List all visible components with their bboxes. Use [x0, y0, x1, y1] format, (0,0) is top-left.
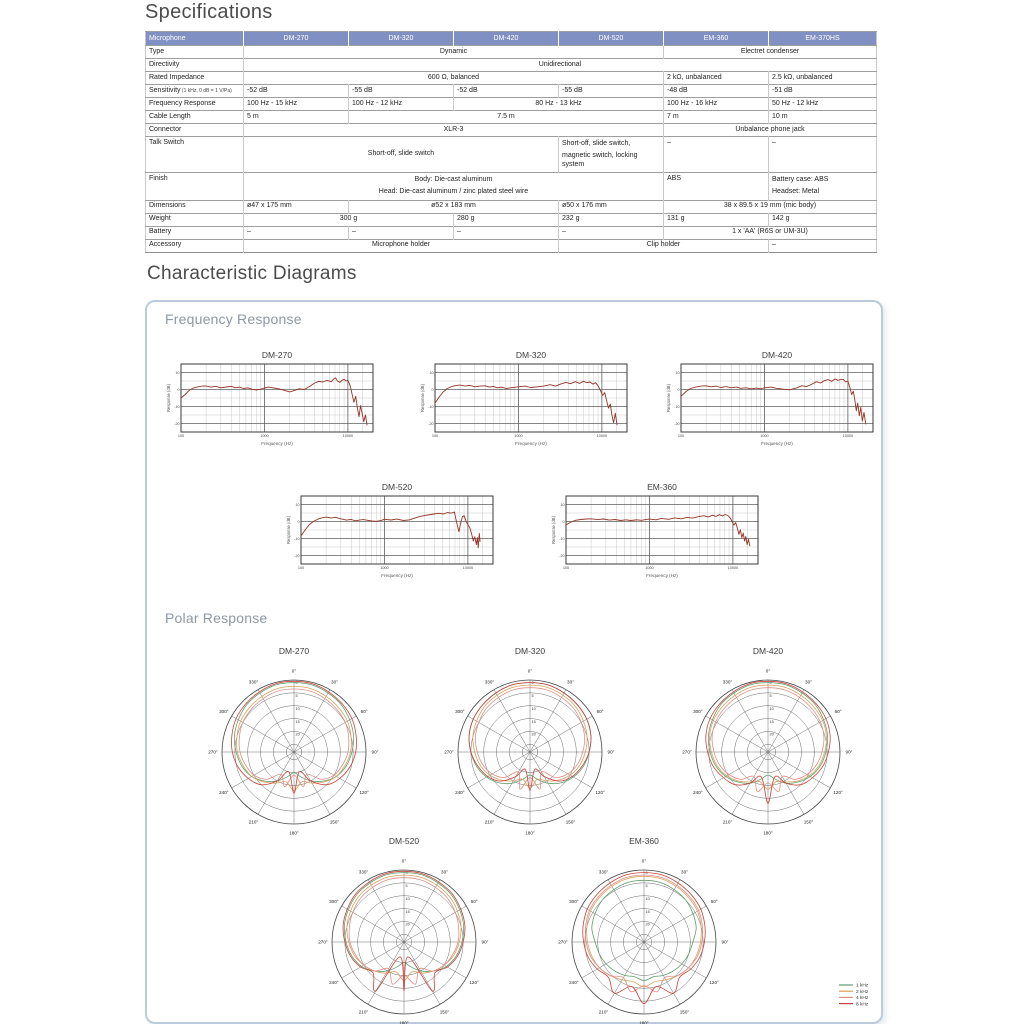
angle-label: 300° [329, 899, 339, 905]
angle-label: 90° [845, 749, 853, 755]
angle-label: 150° [803, 819, 814, 825]
x-tick-label: 1000 [380, 566, 389, 570]
y-tick-label: 0 [431, 387, 434, 392]
x-tick-label: 10000 [842, 434, 854, 438]
y-tick-label: 0 [562, 519, 565, 524]
table-row [146, 226, 877, 239]
row-label: Weight [149, 215, 171, 223]
y-axis-label: Response (dB) [286, 516, 291, 544]
table-row [146, 124, 877, 137]
row-label: Frequency Response [149, 99, 216, 107]
angle-label: 270° [318, 939, 328, 945]
spec-cell: 280 g [454, 213, 559, 226]
row-label: Talk Switch [149, 138, 185, 146]
spec-cell: 600 Ω, balanced [244, 72, 664, 85]
legend-label: 4 kHz [856, 996, 869, 1002]
freq-chart-svg [665, 350, 877, 452]
spec-cell: Short-off, slide switch, magnetic switch, locking system [559, 137, 664, 173]
angle-label: 300° [693, 709, 703, 715]
polar-chart-title: DM-420 [752, 646, 784, 656]
diagrams-panel [145, 300, 883, 1024]
row-label: Sensitivity (1 kHz, 0 dB = 1 V/Pa) [149, 86, 232, 94]
y-tick-label: 0 [677, 387, 680, 392]
chart-legend [837, 980, 897, 1012]
x-axis-label: Frequency (Hz) [515, 441, 547, 446]
table-row [146, 59, 877, 72]
y-axis-label: Response (dB) [551, 516, 556, 544]
spec-cell: -51 dB [769, 85, 877, 98]
column-header: DM-270 [244, 32, 349, 46]
radial-tick-label: 20 [769, 732, 774, 737]
radial-tick-label: 15 [769, 719, 774, 724]
freq-chart-title: EM-360 [647, 482, 677, 492]
radial-tick-label: 20 [531, 732, 536, 737]
column-header: DM-320 [349, 32, 454, 46]
angle-label: 180° [289, 830, 299, 836]
table-row [146, 111, 877, 124]
angle-label: 90° [481, 939, 489, 945]
radial-tick-label: 5 [645, 884, 648, 889]
spec-cell: ø47 x 175 mm [244, 200, 349, 213]
spec-cell: Microphone holder [244, 239, 559, 252]
radial-tick-label: 5 [295, 694, 298, 699]
polar-chart-title: DM-520 [388, 836, 420, 846]
y-tick-label: -20 [174, 421, 180, 426]
x-tick-label: 10000 [342, 434, 354, 438]
y-tick-label: -20 [294, 553, 300, 558]
angle-label: 330° [358, 869, 369, 875]
x-tick-label: 10000 [727, 566, 739, 570]
angle-label: 300° [219, 709, 229, 715]
angle-label: 30° [805, 679, 812, 685]
spec-cell: -48 dB [664, 85, 769, 98]
angle-label: 30° [681, 869, 688, 875]
spec-cell: Short-off, slide switch [244, 137, 559, 173]
spec-cell: – [664, 137, 769, 173]
y-axis-label: Response (dB) [420, 384, 425, 412]
angle-label: 90° [607, 749, 615, 755]
polar-chart-dm-420 [668, 642, 868, 842]
spec-cell: 2.5 kΩ, unbalanced [769, 72, 877, 85]
y-tick-label: 10 [175, 370, 180, 375]
freq-chart-svg [285, 482, 497, 584]
angle-label: 120° [833, 790, 843, 796]
table-row [146, 200, 877, 213]
radial-tick-label: 10 [645, 896, 650, 901]
freq-chart-title: DM-270 [261, 350, 293, 360]
angle-label: 180° [399, 1020, 409, 1024]
frequency-response-heading: Frequency Response [165, 311, 302, 327]
angle-label: 330° [248, 679, 259, 685]
radial-tick-label: 5 [769, 694, 772, 699]
angle-label: 120° [595, 790, 605, 796]
response-curve [435, 381, 617, 425]
angle-label: 330° [598, 869, 609, 875]
angle-label: 60° [834, 709, 842, 715]
spec-cell: Battery case: ABS Headset: Metal [769, 173, 877, 201]
polar-chart-svg [194, 642, 394, 842]
angle-label: 240° [455, 790, 465, 796]
angle-label: 300° [455, 709, 465, 715]
table-row [146, 85, 877, 98]
response-curve [181, 378, 367, 425]
table-row [146, 173, 877, 201]
x-tick-label: 100 [562, 566, 570, 570]
x-axis-label: Frequency (Hz) [646, 573, 678, 578]
characteristic-diagrams-title: Characteristic Diagrams [147, 263, 357, 284]
radial-tick-label: 15 [645, 909, 650, 914]
angle-label: 330° [484, 679, 495, 685]
polar-chart-em-360 [544, 832, 744, 1024]
legend-label: 1 kHz [856, 983, 869, 989]
freq-chart-title: DM-420 [761, 350, 793, 360]
freq-chart-dm-320 [419, 350, 631, 452]
spec-cell: 2 kΩ, unbalanced [664, 72, 769, 85]
angle-label: 210° [248, 819, 259, 825]
spec-cell: -52 dB [244, 85, 349, 98]
angle-label: 0° [401, 858, 407, 864]
angle-label: 30° [567, 679, 574, 685]
angle-label: 150° [565, 819, 576, 825]
y-axis-label: Response (dB) [166, 384, 171, 412]
row-label: Battery [149, 228, 172, 236]
angle-label: 210° [598, 1009, 609, 1015]
polar-chart-title: DM-320 [514, 646, 546, 656]
response-curve [566, 515, 750, 547]
angle-label: 0° [527, 668, 533, 674]
y-axis-label: Response (dB) [666, 384, 671, 412]
radial-tick-label: 0 [531, 681, 534, 686]
y-tick-label: -10 [174, 404, 180, 409]
angle-label: 210° [484, 819, 495, 825]
y-tick-label: 0 [297, 519, 300, 524]
radial-tick-label: 20 [405, 922, 410, 927]
spec-cell: -52 dB [454, 85, 559, 98]
x-tick-label: 10000 [596, 434, 608, 438]
x-tick-label: 10000 [462, 566, 474, 570]
spec-cell: 100 Hz - 12 kHz [349, 98, 454, 111]
angle-label: 60° [360, 709, 368, 715]
x-tick-label: 1000 [760, 434, 769, 438]
angle-label: 270° [444, 749, 454, 755]
radial-tick-label: 20 [295, 732, 300, 737]
response-curve [681, 379, 866, 424]
spec-cell: 7 m [664, 111, 769, 124]
spec-cell: – [349, 226, 454, 239]
column-header: EM-360 [664, 32, 769, 46]
row-label: Directivity [149, 60, 180, 68]
spec-table [145, 31, 877, 253]
angle-label: 150° [679, 1009, 690, 1015]
x-axis-label: Frequency (Hz) [761, 441, 793, 446]
radial-tick-label: 10 [295, 706, 300, 711]
angle-label: 90° [371, 749, 379, 755]
radial-tick-label: 5 [405, 884, 408, 889]
spec-cell: 5 m [244, 111, 349, 124]
spec-cell: 38 x 89.5 x 19 mm (mic body) [664, 200, 877, 213]
y-tick-label: -10 [294, 536, 300, 541]
x-tick-label: 1000 [514, 434, 523, 438]
y-tick-label: 0 [177, 387, 180, 392]
spec-cell: -55 dB [349, 85, 454, 98]
x-tick-label: 100 [677, 434, 685, 438]
radial-tick-label: 10 [405, 896, 410, 901]
angle-label: 240° [569, 980, 579, 986]
polar-chart-svg [668, 642, 868, 842]
spec-cell: 1 x 'AA' (R6S or UM-3U) [664, 226, 877, 239]
row-label: Type [149, 47, 165, 55]
radial-tick-label: 15 [295, 719, 300, 724]
spec-cell: 232 g [559, 213, 664, 226]
row-label: Cable Length [149, 112, 191, 120]
x-tick-label: 1000 [260, 434, 269, 438]
radial-tick-label: 5 [531, 694, 534, 699]
spec-cell: – [769, 137, 877, 173]
polar-chart-svg [304, 832, 504, 1024]
table-header-row [146, 32, 877, 46]
radial-tick-label: 15 [531, 719, 536, 724]
spec-cell: Dynamic [244, 46, 664, 59]
angle-label: 0° [765, 668, 771, 674]
freq-chart-dm-270 [165, 350, 377, 452]
freq-chart-svg [419, 350, 631, 452]
angle-label: 60° [596, 709, 604, 715]
angle-label: 0° [641, 858, 647, 864]
angle-label: 30° [441, 869, 448, 875]
angle-label: 180° [639, 1020, 649, 1024]
column-header: DM-520 [559, 32, 664, 46]
freq-chart-dm-420 [665, 350, 877, 452]
table-row [146, 239, 877, 252]
spec-cell: Clip holder [559, 239, 769, 252]
angle-label: 0° [291, 668, 297, 674]
y-tick-label: -10 [559, 536, 565, 541]
spec-cell: 142 g [769, 213, 877, 226]
table-row [146, 46, 877, 59]
spec-cell: 7.5 m [349, 111, 664, 124]
spec-cell: – [454, 226, 559, 239]
x-axis-label: Frequency (Hz) [261, 441, 293, 446]
angle-label: 150° [329, 819, 340, 825]
row-label: Connector [149, 125, 182, 133]
radial-tick-label: 10 [769, 706, 774, 711]
spec-cell: 131 g [664, 213, 769, 226]
angle-label: 60° [470, 899, 478, 905]
radial-tick-label: 0 [295, 681, 298, 686]
table-row [146, 72, 877, 85]
spec-cell: 100 Hz - 15 kHz [244, 98, 349, 111]
y-tick-label: -10 [674, 404, 680, 409]
polar-chart-title: EM-360 [629, 836, 659, 846]
spec-cell: ø52 x 183 mm [349, 200, 559, 213]
angle-label: 330° [722, 679, 733, 685]
spec-cell: ABS [664, 173, 769, 201]
polar-chart-svg [544, 832, 744, 1024]
y-tick-label: -20 [428, 421, 434, 426]
y-tick-label: -20 [559, 553, 565, 558]
radial-tick-label: 15 [405, 909, 410, 914]
angle-label: 300° [569, 899, 579, 905]
angle-label: 90° [721, 939, 729, 945]
angle-label: 60° [710, 899, 718, 905]
row-label: Rated Impedance [149, 73, 205, 81]
spec-cell: 50 Hz - 12 kHz [769, 98, 877, 111]
spec-cell: 300 g [244, 213, 454, 226]
angle-label: 240° [693, 790, 703, 796]
spec-cell: Electret condenser [664, 46, 877, 59]
angle-label: 30° [331, 679, 338, 685]
x-axis-label: Frequency (Hz) [381, 573, 413, 578]
angle-label: 270° [682, 749, 692, 755]
angle-label: 150° [439, 1009, 450, 1015]
radial-tick-label: 0 [645, 871, 648, 876]
legend-label: 8 kHz [856, 1002, 869, 1008]
row-label: Dimensions [149, 202, 186, 210]
spec-cell: ø50 x 176 mm [559, 200, 664, 213]
polar-chart-title: DM-270 [278, 646, 310, 656]
spec-cell: Unbalance phone jack [664, 124, 877, 137]
angle-label: 210° [358, 1009, 369, 1015]
angle-label: 180° [525, 830, 535, 836]
x-tick-label: 100 [431, 434, 439, 438]
y-tick-label: 10 [675, 370, 680, 375]
freq-chart-dm-520 [285, 482, 497, 584]
freq-chart-em-360 [550, 482, 762, 584]
radial-tick-label: 0 [405, 871, 408, 876]
radial-tick-label: 0 [769, 681, 772, 686]
freq-chart-svg [550, 482, 762, 584]
row-label: Accessory [149, 241, 182, 249]
legend-label: 2 kHz [856, 989, 869, 995]
y-tick-label: 10 [295, 502, 300, 507]
x-tick-label: 100 [177, 434, 185, 438]
spec-cell: 100 Hz - 16 kHz [664, 98, 769, 111]
spec-cell: – [769, 239, 877, 252]
legend-svg [837, 980, 897, 1012]
spec-cell: 80 Hz - 13 kHz [454, 98, 664, 111]
radial-tick-label: 20 [645, 922, 650, 927]
column-header: EM-370HS [769, 32, 877, 46]
row-label: Finish [149, 174, 168, 182]
freq-chart-title: DM-320 [515, 350, 547, 360]
polar-response-heading: Polar Response [165, 610, 268, 626]
angle-label: 120° [709, 980, 719, 986]
angle-label: 180° [763, 830, 773, 836]
x-tick-label: 100 [297, 566, 305, 570]
radial-tick-label: 10 [531, 706, 536, 711]
row-label-fine: (1 kHz, 0 dB = 1 V/Pa) [180, 87, 232, 94]
angle-label: 120° [469, 980, 479, 986]
y-tick-label: 10 [560, 502, 565, 507]
specifications-title: Specifications [145, 1, 273, 23]
column-header: DM-420 [454, 32, 559, 46]
polar-chart-svg [430, 642, 630, 842]
polar-chart-dm-520 [304, 832, 504, 1024]
spec-cell: – [559, 226, 664, 239]
spec-cell: XLR-3 [244, 124, 664, 137]
spec-cell: -55 dB [559, 85, 664, 98]
spec-cell: – [244, 226, 349, 239]
polar-chart-dm-320 [430, 642, 630, 842]
angle-label: 120° [359, 790, 369, 796]
table-row [146, 213, 877, 226]
polar-chart-dm-270 [194, 642, 394, 842]
spec-cell: Body: Die-cast aluminum Head: Die-cast aluminum / zinc plated steel wire [244, 173, 664, 201]
freq-chart-svg [165, 350, 377, 452]
freq-chart-title: DM-520 [381, 482, 413, 492]
angle-label: 270° [208, 749, 218, 755]
spec-cell: 10 m [769, 111, 877, 124]
column-header: Microphone [146, 32, 244, 46]
y-tick-label: -10 [428, 404, 434, 409]
angle-label: 210° [722, 819, 733, 825]
spec-cell: Unidirectional [244, 59, 877, 72]
y-tick-label: -20 [674, 421, 680, 426]
angle-label: 270° [558, 939, 568, 945]
table-row [146, 98, 877, 111]
y-tick-label: 10 [429, 370, 434, 375]
angle-label: 240° [329, 980, 339, 986]
x-tick-label: 1000 [645, 566, 654, 570]
angle-label: 240° [219, 790, 229, 796]
table-row [146, 137, 877, 173]
